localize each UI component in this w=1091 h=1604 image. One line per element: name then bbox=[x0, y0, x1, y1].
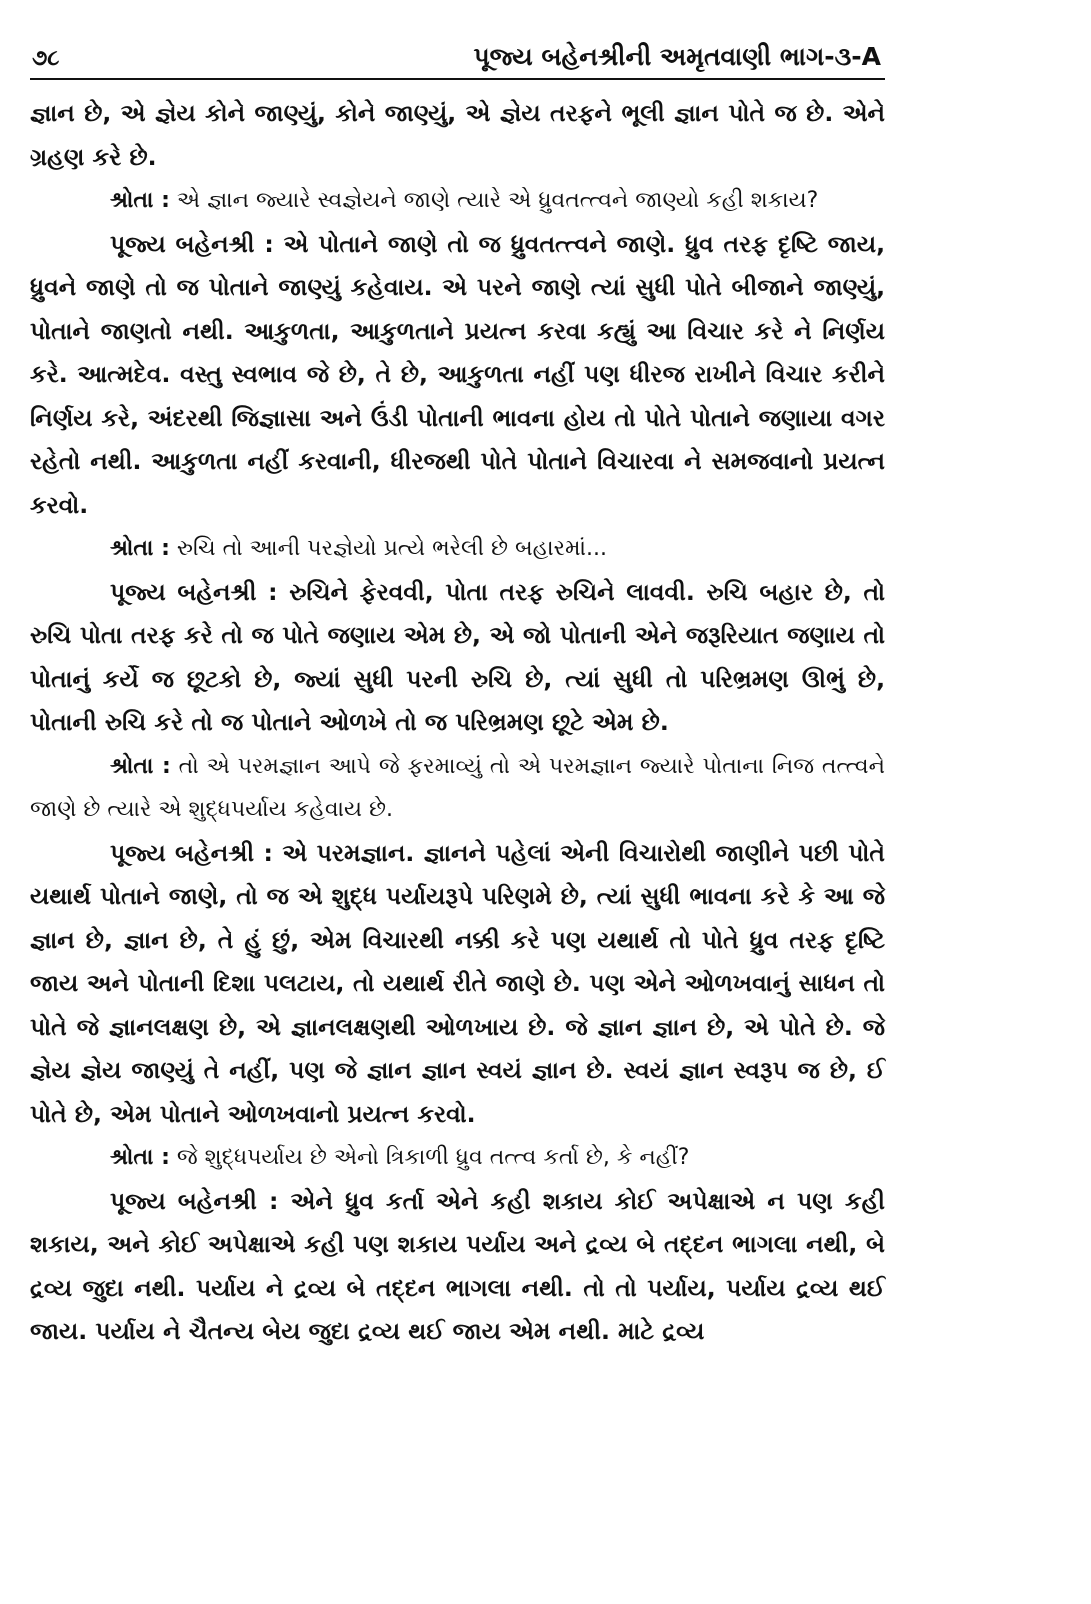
paragraph-text: જ્ઞાન છે, એ જ્ઞેય કોને જાણ્યું, કોને જાણ્યું, એ જ્ઞેય તરફને ભૂલી જ્ઞાન પોતે જ છે. એને ગ્રહણ કરે છે. bbox=[30, 99, 885, 171]
speaker-answer bbox=[30, 223, 885, 528]
question-text: રુચિ તો આની પરજ્ઞેયો પ્રત્યે ભરેલી છે બહારમાં... bbox=[176, 536, 607, 561]
listener-question bbox=[30, 527, 885, 571]
page-header bbox=[30, 30, 885, 80]
listener-question bbox=[30, 1136, 885, 1180]
speaker-label: પૂજ્ય બહેનશ્રી : bbox=[110, 577, 278, 606]
question-text: એ જ્ઞાન જ્યારે સ્વજ્ઞેયને જાણે ત્યારે એ ધ્રુવતત્ત્વને જાણ્યો કહી શકાય? bbox=[176, 188, 819, 213]
question-text: તો એ પરમજ્ઞાન આપે જે ફરમાવ્યું તો એ પરમજ્ઞાન જ્યારે પોતાના નિજ તત્ત્વને જાણે છે ત્યારે એ શુદ્ધપર્યાય કહેવાય છે. bbox=[30, 753, 885, 822]
page-body bbox=[30, 92, 885, 1354]
speaker-label: પૂજ્ય બહેનશ્રી : bbox=[110, 838, 273, 867]
answer-text: એને ધ્રુવ કર્તા એને કહી શકાય કોઈ અપેક્ષાએ ન પણ કહી શકાય, અને કોઈ અપેક્ષાએ કહી પણ શકાય પર્યાય અને દ્રવ્ય બે તદ્દન ભાગલા નથી, બે દ્રવ્ય જુદા નથી. પર્યાય ને દ્રવ્ય બે તદ્દન ભાગલા નથી. તો તો પર્યાય, પર્યાય દ્રવ્ય થઈ જાય. પર્યાય ને ચૈતન્ય બેય જુદા દ્રવ્ય થઈ જાય એમ નથી. માટે દ્રવ્ય bbox=[30, 1186, 885, 1345]
speaker-label: શ્રોતા : bbox=[110, 1145, 170, 1170]
page-number: ૭૮ bbox=[32, 46, 60, 71]
speaker-answer bbox=[30, 1180, 885, 1354]
answer-text: એ પોતાને જાણે તો જ ધ્રુવતત્ત્વને જાણે. ધ્રુવ તરફ દૃષ્ટિ જાય, ધ્રુવને જાણે તો જ પોતાને જાણ્યું કહેવાય. એ પરને જાણે ત્યાં સુધી પોતે બીજાને જાણ્યું, પોતાને જાણતો નથી. આકુળતા, આકુળતાને પ્રયત્ન કરવા કહ્યું આ વિચાર કરે ને નિર્ણય કરે. આત્મદેવ. વસ્તુ સ્વભાવ જે છે, તે છે, આકુળતા નહીં પણ ધીરજ રાખીને વિચાર કરીને નિર્ણય કરે, અંદરથી જિજ્ઞાસા અને ઉંડી પોતાની ભાવના હોય તો પોતે પોતાને જણાયા વગર રહેતો નથી. આકુળતા નહીં કરવાની, ધીરજથી પોતે પોતાને વિચારવા ને સમજવાનો પ્રયત્ન કરવો. bbox=[30, 229, 886, 519]
question-text: જે શુદ્ધપર્યાય છે એનો ત્રિકાળી ધ્રુવ તત્ત્વ કર્તા છે, કે નહીં? bbox=[176, 1145, 690, 1170]
speaker-label: શ્રોતા : bbox=[110, 536, 170, 561]
book-page bbox=[30, 30, 885, 1354]
listener-question bbox=[30, 745, 885, 832]
speaker-answer bbox=[30, 832, 885, 1137]
speaker-label: પૂજ્ય બહેનશ્રી : bbox=[110, 1186, 279, 1215]
speaker-label: શ્રોતા : bbox=[110, 753, 171, 779]
answer-text: રુચિને ફેરવવી, પોતા તરફ રુચિને લાવવી. રુચિ બહાર છે, તો રુચિ પોતા તરફ કરે તો જ પોતે જણાય એમ છે, એ જો પોતાની એને જરૂરિયાત જણાય તો પોતાનું કર્યે જ છૂટકો છે, જ્યાં સુધી પરની રુચિ છે, ત્યાં સુધી તો પરિભ્રમણ ઊભું છે, પોતાની રુચિ કરે તો જ પોતાને ઓળખે તો જ પરિભ્રમણ છૂટે એમ છે. bbox=[30, 577, 885, 736]
speaker-label: શ્રોતા : bbox=[110, 188, 170, 213]
speaker-answer bbox=[30, 571, 885, 745]
speaker-label: પૂજ્ય બહેનશ્રી : bbox=[110, 229, 274, 258]
listener-question bbox=[30, 179, 885, 223]
paragraph-continuation bbox=[30, 92, 885, 179]
answer-text: એ પરમજ્ઞાન. જ્ઞાનને પહેલાં એની વિચારોથી જાણીને પછી પોતે યથાર્થ પોતાને જાણે, તો જ એ શુદ્ધ પર્યાયરૂપે પરિણમે છે, ત્યાં સુધી ભાવના કરે કે આ જે જ્ઞાન છે, જ્ઞાન છે, તે હું છું, એમ વિચારથી નક્કી કરે પણ યથાર્થ તો પોતે ધ્રુવ તરફ દૃષ્ટિ જાય અને પોતાની દિશા પલટાય, તો યથાર્થ રીતે જાણે છે. પણ એને ઓળખવાનું સાધન તો પોતે જે જ્ઞાનલક્ષણ છે, એ જ્ઞાનલક્ષણથી ઓળખાય છે. જે જ્ઞાન જ્ઞાન છે, એ પોતે છે. જે જ્ઞેય જ્ઞેય જાણ્યું તે નહીં, પણ જે જ્ઞાન જ્ઞાન સ્વયં જ્ઞાન છે. સ્વયં જ્ઞાન સ્વરૂપ જ છે, ઈ પોતે છે, એમ પોતાને ઓળખવાનો પ્રયત્ન કરવો. bbox=[30, 838, 885, 1128]
book-title: પૂજ્ય બહેનશ્રીની અમૃતવાણી ભાગ-૩-A bbox=[473, 42, 881, 71]
